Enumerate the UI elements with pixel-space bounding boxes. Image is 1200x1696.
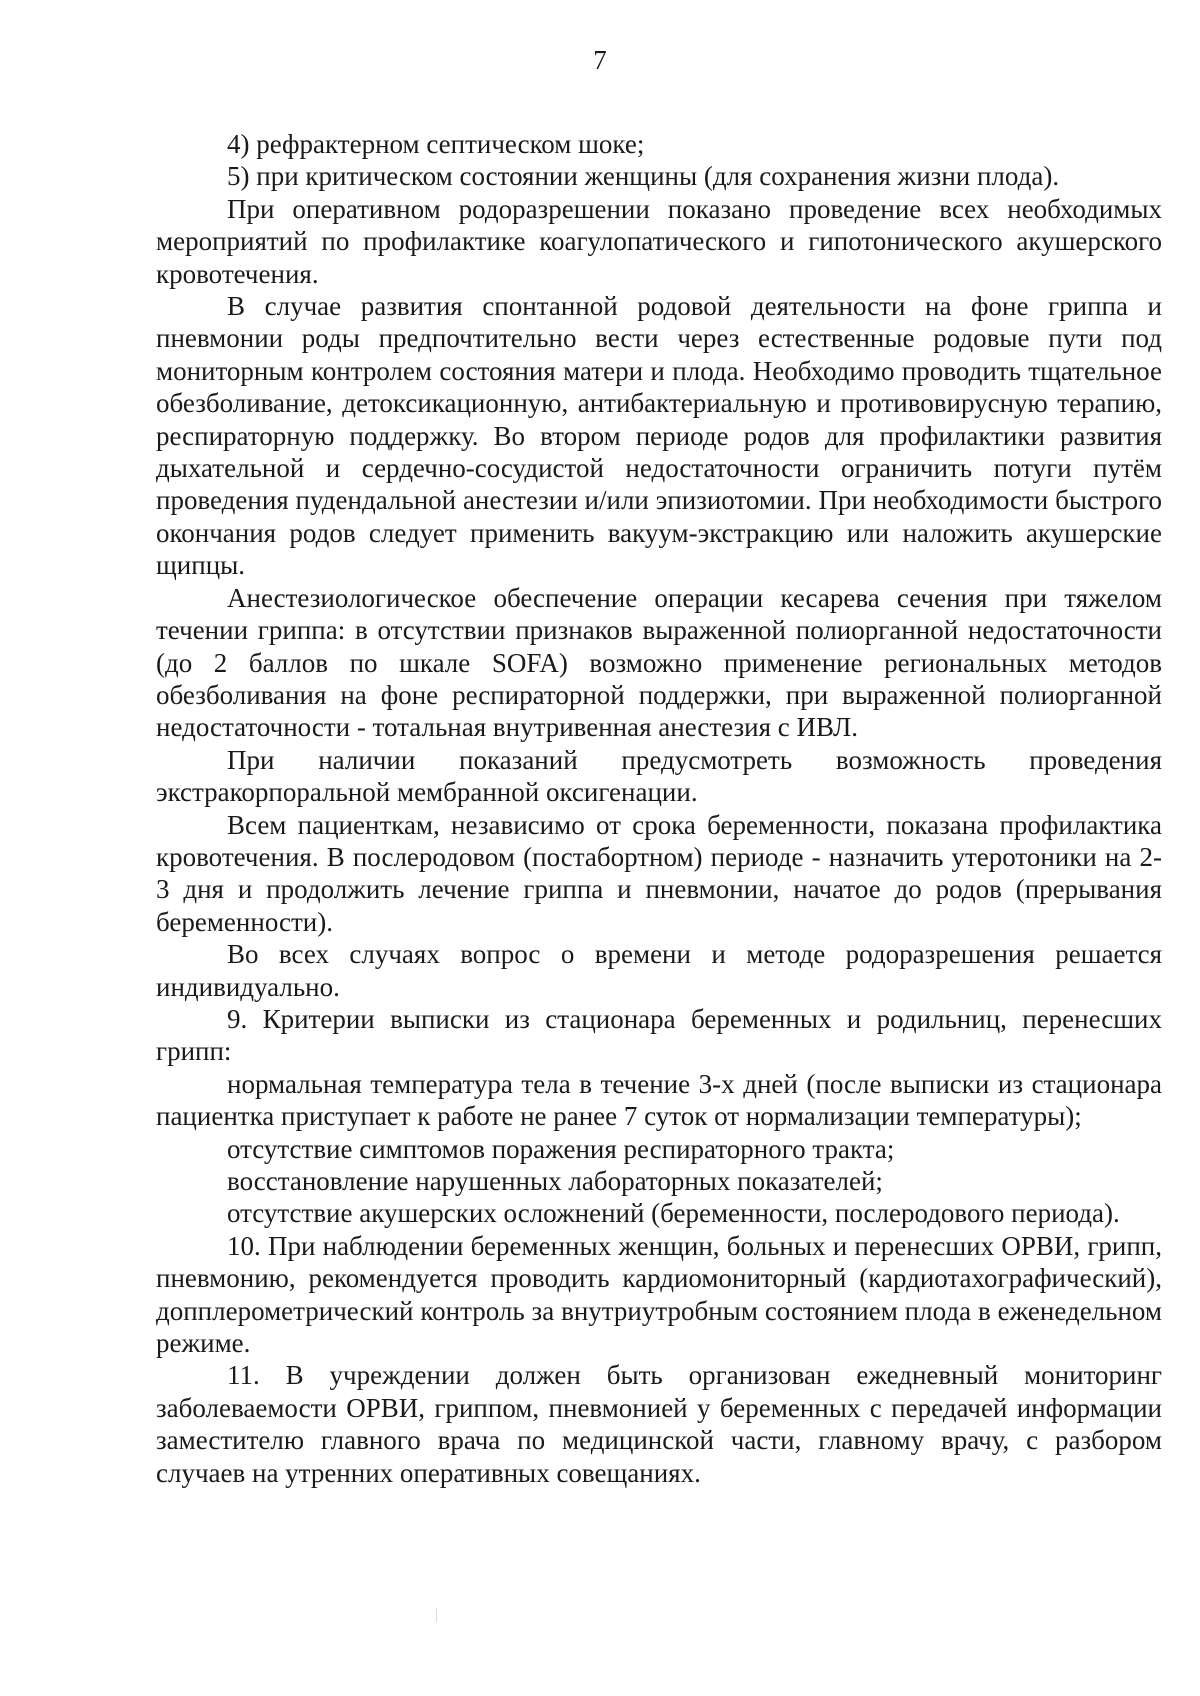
- paragraph-spontaneous-labor: В случае развития спонтанной родовой деятельности на фоне гриппа и пневмонии роды предпочтительно вести через естественные родовые пути под мониторным контролем состояния матери и плода. Необходимо проводить тщательное обезболивание, детоксикационную, антибактериальную и противовирусную терапию, респираторную поддержку. Во втором периоде родов для профилактики развития дыхательной и сердечно-сосудистой недостаточности ограничить потуги путём проведения пудендальной анестезии и/или эпизиотомии. При необходимости быстрого окончания родов следует применить вакуум-экстракцию или наложить акушерские щипцы.: [156, 291, 1162, 581]
- paragraph-discharge-criteria-heading: 9. Критерии выписки из стационара беременных и родильниц, перенесших грипп:: [156, 1003, 1162, 1067]
- paragraph-criterion-respiratory: отсутствие симптомов поражения респираторного тракта;: [227, 1133, 895, 1164]
- scan-artifact: [436, 1608, 437, 1622]
- paragraph-daily-monitoring: 11. В учреждении должен быть организован ежедневный мониторинг заболеваемости ОРВИ, гриппом, пневмонией у беременных с передачей информации заместителю главного врача по медицинской части, главному врачу, с разбором случаев на утренних оперативных совещаниях.: [156, 1360, 1162, 1488]
- paragraph-fetal-monitoring: 10. При наблюдении беременных женщин, больных и перенесших ОРВИ, грипп, пневмонию, рекомендуется проводить кардиомониторный (кардиотахографический), допплерометрический контроль за внутриутробным состоянием плода в еженедельном режиме.: [156, 1230, 1162, 1359]
- paragraph-criterion-temperature: нормальная температура тела в течение 3-х дней (после выписки из стационара пациентка приступает к работе не ранее 7 суток от нормализации температуры);: [156, 1068, 1162, 1132]
- page-number: 7: [593, 45, 607, 75]
- paragraph-list-item-4: 4) рефрактерном септическом шоке;: [227, 129, 645, 159]
- paragraph-ecmo: При наличии показаний предусмотреть возможность проведения экстракорпоральной мембранной оксигенации.: [156, 744, 1162, 808]
- document-body: [156, 128, 1162, 1489]
- paragraph-criterion-lab: восстановление нарушенных лабораторных показателей;: [227, 1166, 883, 1196]
- paragraph-bleeding-prevention: Всем пациенткам, независимо от срока беременности, показана профилактика кровотечения. В послеродовом (постабортном) периоде - назначить утеротоники на 2-3 дня и продолжить лечение гриппа и пневмонии, начатое до родов (прерывания беременности).: [156, 809, 1162, 937]
- paragraph-individual-decision: Во всех случаях вопрос о времени и методе родоразрешения решается индивидуально.: [156, 939, 1162, 1002]
- paragraph-criterion-obstetric: отсутствие акушерских осложнений (беременности, послеродового периода).: [227, 1198, 1120, 1229]
- paragraph-list-item-5: 5) при критическом состоянии женщины (для сохранения жизни плода).: [227, 161, 1060, 192]
- paragraph-anesthesia: Анестезиологическое обеспечение операции кесарева сечения при тяжелом течении гриппа: в отсутствии признаков выраженной полиорганной недостаточности (до 2 баллов по шкале SOFA) возможно применение региональных методов обезболивания на фоне респираторной поддержки, при выраженной полиорганной недостаточности - тотальная внутривенная анестезия с ИВЛ.: [156, 582, 1162, 743]
- paragraph-operative-delivery: При оперативном родоразрешении показано проведение всех необходимых мероприятий по профилактике коагулопатического и гипотонического акушерского кровотечения.: [156, 193, 1162, 289]
